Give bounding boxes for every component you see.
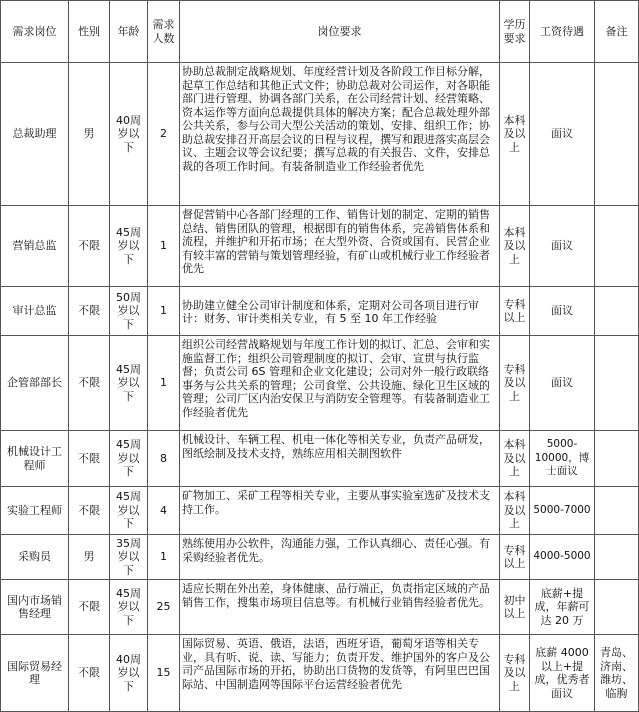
cell-gender: 男 bbox=[69, 535, 110, 580]
cell-requirements: 熟练使用办公软件，沟通能力强，工作认真细心、责任心强。有采购经验者优先。 bbox=[180, 535, 500, 580]
cell-requirements: 协助总裁制定战略规划、年度经营计划及各阶段工作目标分解，起草工作总结和其他正式文件；协助总裁对公司运作，对各职能部门进行管理、协调各部门关系，在公司经营计划、经营策略、资本运作等方面向总裁提供具体的解决方案；配合总裁处理外部公共关系，参与公司大型公关活动的策划、安排、组织工作；协助总裁安排召开高层会议的日程与议程，撰写和跟进落实高层会议、主题会议等会议纪要；撰写总裁的有关报告、文件，安排总裁的各项工作时间。有装备制造业工作经验者优先 bbox=[180, 63, 500, 206]
cell-gender: 不限 bbox=[69, 487, 110, 535]
header-gender: 性别 bbox=[69, 1, 110, 63]
cell-salary: 4000-5000 bbox=[530, 535, 595, 580]
cell-education: 专科及以上 bbox=[500, 336, 530, 431]
cell-position: 审计总监 bbox=[1, 287, 69, 336]
cell-education: 专科以上 bbox=[500, 535, 530, 580]
cell-salary: 5000-10000，博士面议 bbox=[530, 431, 595, 487]
cell-age: 45周岁以下 bbox=[110, 487, 148, 535]
cell-salary: 底薪+提成，年薪可达 20 万 bbox=[530, 580, 595, 635]
cell-gender: 不限 bbox=[69, 336, 110, 431]
cell-position: 机械设计工程师 bbox=[1, 431, 69, 487]
cell-age: 45周岁以下 bbox=[110, 336, 148, 431]
cell-gender: 不限 bbox=[69, 431, 110, 487]
header-requirements: 岗位要求 bbox=[180, 1, 500, 63]
table-row bbox=[1, 63, 639, 206]
cell-age: 40周岁以下 bbox=[110, 635, 148, 712]
cell-notes bbox=[595, 535, 639, 580]
cell-position: 采购员 bbox=[1, 535, 69, 580]
header-salary: 工资待遇 bbox=[530, 1, 595, 63]
table-row bbox=[1, 535, 639, 580]
table-row bbox=[1, 580, 639, 635]
table-row bbox=[1, 635, 639, 712]
cell-notes: 青岛、济南、潍坊、临朐 bbox=[595, 635, 639, 712]
table-row bbox=[1, 206, 639, 287]
cell-notes bbox=[595, 487, 639, 535]
cell-education: 初中以上 bbox=[500, 580, 530, 635]
cell-salary: 面议 bbox=[530, 63, 595, 206]
table-row bbox=[1, 487, 639, 535]
header-count: 需求人数 bbox=[148, 1, 180, 63]
cell-count: 1 bbox=[148, 336, 180, 431]
header-notes: 备注 bbox=[595, 1, 639, 63]
cell-notes bbox=[595, 63, 639, 206]
table-row bbox=[1, 336, 639, 431]
cell-count: 4 bbox=[148, 487, 180, 535]
cell-salary: 面议 bbox=[530, 336, 595, 431]
cell-requirements: 矿物加工、采矿工程等相关专业，主要从事实验室选矿及技术支持工作。 bbox=[180, 487, 500, 535]
cell-education: 本科及以上 bbox=[500, 487, 530, 535]
header-row bbox=[1, 1, 639, 63]
cell-requirements: 机械设计、车辆工程、机电一体化等相关专业，负责产品研发，图纸绘制及技术支持，熟练应用相关制图软件 bbox=[180, 431, 500, 487]
cell-requirements: 组织公司经营战略规划与年度工作计划的拟订、汇总、会审和实施监督工作；组织公司管理制度的拟订、会审、宣贯与执行监督；负责公司 6S 管理和企业文化建设；公司对外一般行政联络事务与公共关系的管理；公司食堂、公共设施、绿化卫生区域的管理；公司厂区内治安保卫与消防安全管理等。有装备制造业工作经验者优先 bbox=[180, 336, 500, 431]
cell-gender: 不限 bbox=[69, 287, 110, 336]
cell-age: 45周岁以下 bbox=[110, 206, 148, 287]
cell-age: 45周岁以下 bbox=[110, 580, 148, 635]
cell-age: 45周岁以下 bbox=[110, 431, 148, 487]
cell-count: 1 bbox=[148, 206, 180, 287]
cell-notes bbox=[595, 580, 639, 635]
cell-count: 15 bbox=[148, 635, 180, 712]
cell-position: 国际贸易经理 bbox=[1, 635, 69, 712]
cell-education: 本科及以上 bbox=[500, 431, 530, 487]
header-position: 需求岗位 bbox=[1, 1, 69, 63]
header-age: 年龄 bbox=[110, 1, 148, 63]
cell-salary: 面议 bbox=[530, 206, 595, 287]
cell-notes bbox=[595, 336, 639, 431]
cell-education: 专科及以上 bbox=[500, 635, 530, 712]
cell-position: 国内市场销售经理 bbox=[1, 580, 69, 635]
cell-requirements: 国际贸易、英语、俄语，法语，西班牙语，葡萄牙语等相关专业，具有听、说、读、写能力；负责开发、维护国外的客户及公司产品国际市场的开拓，协助出口货物的发货等，有阿里巴巴国际站、中国制造网等国际平台运营经验者优先 bbox=[180, 635, 500, 712]
header-education: 学历要求 bbox=[500, 1, 530, 63]
cell-count: 25 bbox=[148, 580, 180, 635]
cell-requirements: 督促营销中心各部门经理的工作、销售计划的制定、定期的销售总结、销售团队的管理，根据即有的销售体系，完善销售体系和流程，并维护和开拓市场；在大型外资、合资或国有、民营企业有较丰富的营销与策划管理经验，有矿山或机械行业工作经验者优先 bbox=[180, 206, 500, 287]
cell-gender: 不限 bbox=[69, 580, 110, 635]
cell-salary: 5000-7000 bbox=[530, 487, 595, 535]
cell-notes bbox=[595, 287, 639, 336]
cell-education: 本科及以上 bbox=[500, 206, 530, 287]
cell-count: 2 bbox=[148, 63, 180, 206]
cell-count: 8 bbox=[148, 431, 180, 487]
cell-count: 1 bbox=[148, 287, 180, 336]
cell-education: 本科及以上 bbox=[500, 63, 530, 206]
cell-salary: 面议 bbox=[530, 287, 595, 336]
cell-notes bbox=[595, 431, 639, 487]
table-row bbox=[1, 431, 639, 487]
cell-gender: 男 bbox=[69, 63, 110, 206]
cell-requirements: 适应长期在外出差，身体健康、品行端正，负责指定区域的产品销售工作，搜集市场项目信息等。有机械行业销售经验者优先。 bbox=[180, 580, 500, 635]
cell-count: 1 bbox=[148, 535, 180, 580]
cell-gender: 不限 bbox=[69, 635, 110, 712]
cell-education: 专科以上 bbox=[500, 287, 530, 336]
cell-requirements: 协助建立健全公司审计制度和体系，定期对公司各项目进行审计：财务、审计类相关专业，有 5 至 10 年工作经验 bbox=[180, 287, 500, 336]
cell-position: 总裁助理 bbox=[1, 63, 69, 206]
cell-salary: 底薪 4000 以上+提成，优秀者面议 bbox=[530, 635, 595, 712]
table-row bbox=[1, 287, 639, 336]
cell-notes bbox=[595, 206, 639, 287]
cell-position: 企管部部长 bbox=[1, 336, 69, 431]
cell-age: 35周岁以下 bbox=[110, 535, 148, 580]
cell-position: 实验工程师 bbox=[1, 487, 69, 535]
cell-age: 40周岁以下 bbox=[110, 63, 148, 206]
cell-position: 营销总监 bbox=[1, 206, 69, 287]
cell-gender: 不限 bbox=[69, 206, 110, 287]
cell-age: 50周岁以下 bbox=[110, 287, 148, 336]
